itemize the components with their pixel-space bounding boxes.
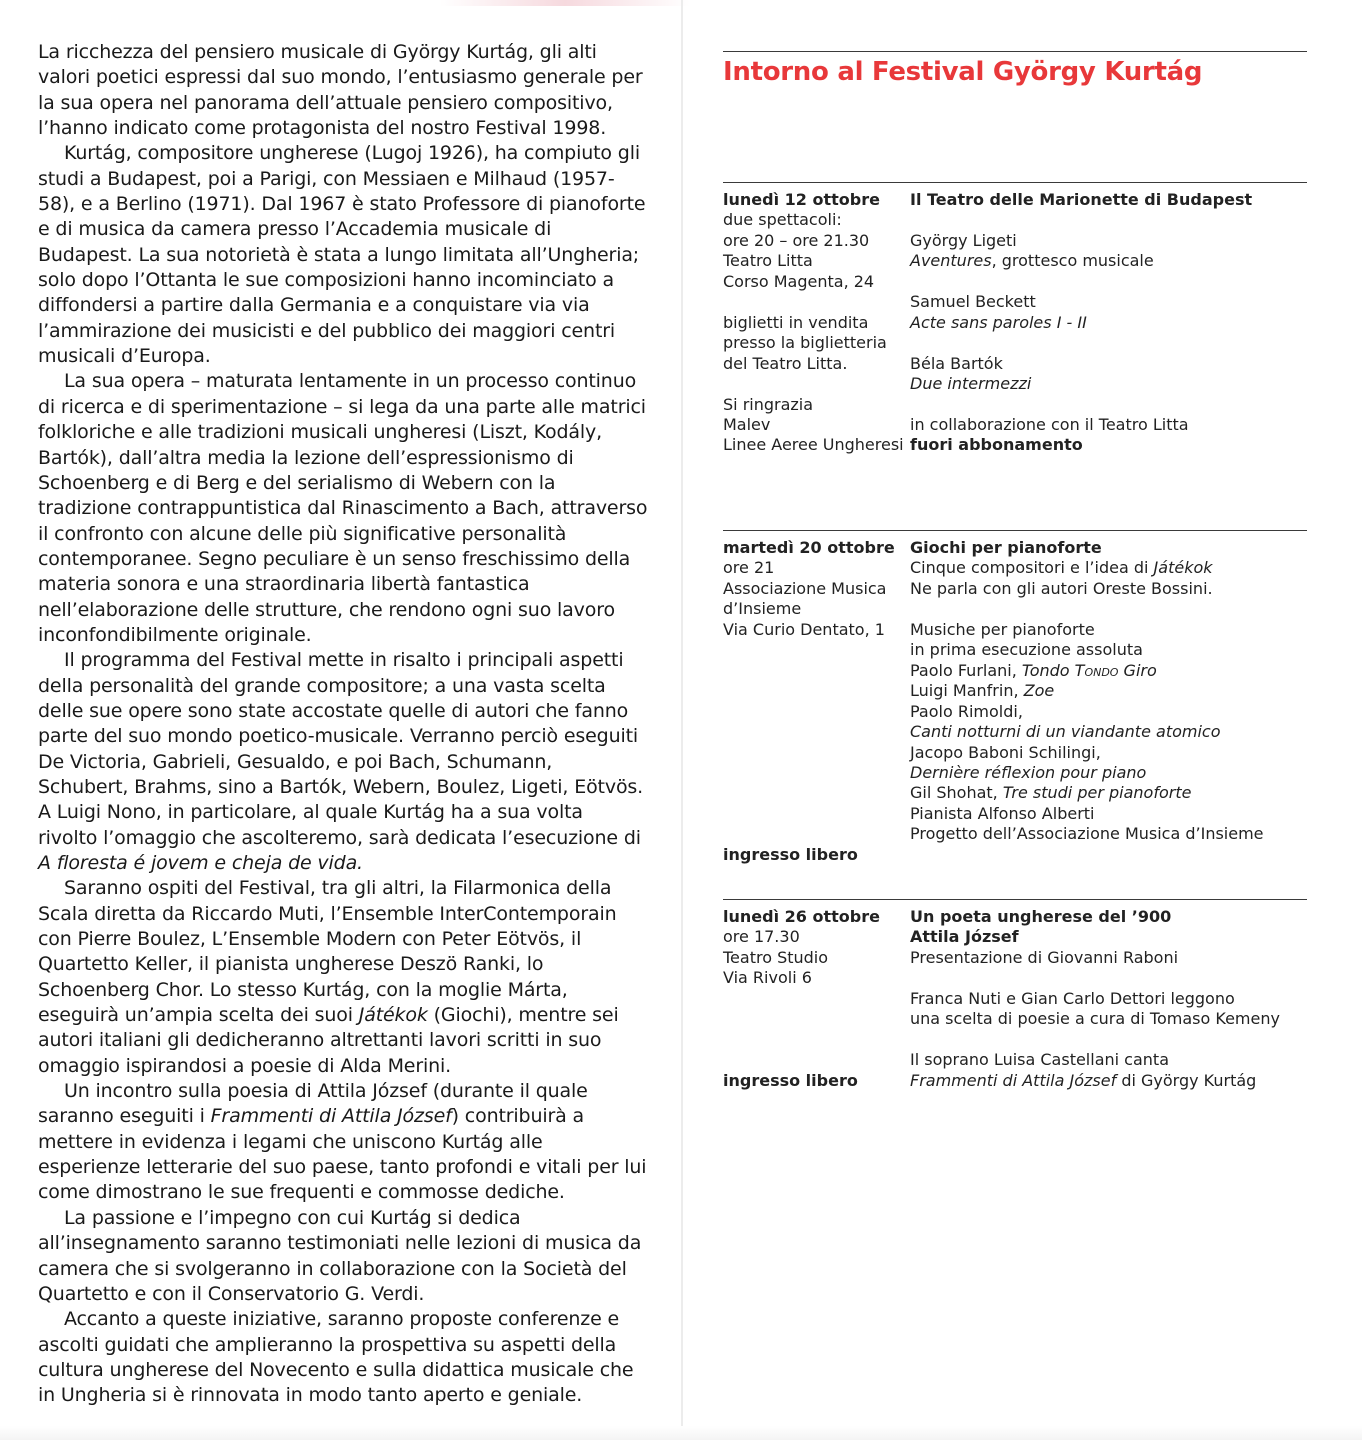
piece-title: Tondo — [1021, 660, 1075, 680]
event-date: lunedì 26 ottobre — [723, 907, 880, 926]
rule-event-1 — [723, 182, 1307, 183]
rule-top — [723, 51, 1307, 52]
rule-event-2 — [723, 530, 1307, 531]
event-2-program — [910, 538, 1320, 845]
work-title: Due intermezzi — [910, 374, 1032, 394]
event-2-details — [723, 538, 908, 865]
event-intro: Ne parla con gli autori Oreste Bossini. — [910, 578, 1213, 598]
fold-line — [681, 0, 683, 1440]
piece-title: Dernière réflexion pour piano — [910, 762, 1147, 782]
essay-paragraph — [38, 1079, 648, 1206]
collaboration-note: in collaborazione con il Teatro Litta — [910, 414, 1189, 434]
piece-author: Jacopo Baboni Schilingi, — [910, 742, 1101, 762]
piece-author: Paolo Rimoldi, — [910, 701, 1023, 721]
piece-line — [910, 783, 1320, 803]
music-line: in prima esecuzione assoluta — [910, 640, 1143, 660]
presentation: Presentazione di Giovanni Raboni — [910, 947, 1179, 967]
thanks-line: Malev — [723, 414, 771, 434]
essay-paragraph: Accanto a queste iniziative, saranno proposte conferenze e ascolti guidati che amplieranno la prospettiva su aspetti della cultura ungherese del Novecento e sulla didattica musicale che in Ungheria si è rinnovata in modo tanto aperto e geniale. — [38, 1308, 634, 1407]
music-line: Musiche per pianoforte — [910, 619, 1095, 639]
essay-text: Un incontro sulla poesia di Attila József (durante il quale saranno eseguiti i — [38, 1080, 588, 1128]
event-address: Via Rivoli 6 — [723, 968, 812, 988]
work-line — [910, 1071, 1320, 1091]
essay-text: Saranno ospiti del Festival, tra gli altri, la Filarmonica della Scala diretta da Riccardo Muti, l’Ensemble InterContemporain con Pierre Boulez, L’Ensemble Modern con Peter Eötvös, il Quartetto Keller, il pianista ungherese Deszö Ranki, lo Schoenberg Chor. Lo stesso Kurtág, con la moglie Márta, eseguirà un’ampia scelta dei suoi — [38, 877, 617, 1027]
entry-info: ingresso libero — [723, 844, 858, 864]
event-info-line: ore 20 – ore 21.30 — [723, 230, 870, 250]
project-credit: Progetto dell’Associazione Musica d’Insieme — [910, 824, 1264, 844]
event-venue: Associazione Musica — [723, 578, 887, 598]
event-intro — [910, 558, 1320, 578]
essay-text: (Giochi), mentre sei autori italiani gli dedicheranno altrettanti lavori scritti in suo omaggio ispirandosi a poesie di Alda Merini. — [38, 1004, 619, 1077]
composer: Samuel Beckett — [910, 292, 1036, 312]
event-venue: Teatro Litta — [723, 251, 813, 271]
event-info-line: ore 17.30 — [723, 927, 800, 947]
event-heading: Attila József — [910, 927, 1019, 947]
event-venue: Teatro Studio — [723, 947, 829, 967]
bottom-edge — [0, 1426, 1362, 1440]
event-info-line: ore 21 — [723, 558, 775, 578]
essay-paragraph: La passione e l’impegno con cui Kurtág si dedica all’insegnamento saranno testimoniati nelle lezioni di musica da camera che si svolgeranno in collaborazione con la Società del Quartetto e con il Conservatorio G. Verdi. — [38, 1206, 642, 1305]
event-heading: Un poeta ungherese del ’900 — [910, 907, 1172, 926]
top-tint — [440, 0, 690, 6]
thanks-line: Linee Aeree Ungheresi — [723, 435, 904, 455]
work-title: Aventures — [910, 251, 992, 271]
essay-paragraph: Kurtág, compositore ungherese (Lugoj 1926), ha compiuto gli studi a Budapest, poi a Parigi, con Messiaen e Milhaud (1957-58), e a Berlino (1971). Dal 1967 è stato Professore di pianoforte e di musica da camera presso l’Accademia musicale di Budapest. La sua notorietà è stata a lungo limitata all’Ungheria; solo dopo l’Ottanta le sue composizioni hanno incominciato a diffondersi a partire dalla Germania e a conquistare via via l’ammirazione dei musicisti e del pubblico dei maggiori centri musicali d’Europa. — [38, 142, 646, 368]
piece-title: Giro — [1118, 660, 1157, 680]
event-1-program — [910, 190, 1320, 456]
soprano-line: Il soprano Luisa Castellani canta — [910, 1050, 1169, 1070]
piece-line — [910, 661, 1320, 681]
rule-event-3 — [723, 899, 1307, 900]
event-3-details — [723, 907, 908, 1091]
essay-paragraph: La ricchezza del pensiero musicale di György Kurtág, gli alti valori poetici espressi dal suo mondo, l’entusiasmo generale per la sua opera nel panorama dell’attuale pensiero compositivo, l’hanno indicato come protagonista del nostro Festival 1998. — [38, 41, 643, 140]
essay-text: ) contribuirà a mettere in evidenza i legami che uniscono Kurtág alle esperienze letterarie del suo paese, tanto profondi e vitali per lui come dimostrano le sue frequenti e commosse dediche. — [38, 1105, 647, 1204]
piece-title: Zoe — [1023, 681, 1055, 701]
essay-work-title: A floresta é jovem e cheja de vida. — [38, 852, 363, 874]
ticket-info-line: presso la biglietteria — [723, 333, 887, 353]
essay-work-title: Játékok — [358, 1004, 428, 1027]
composer: Béla Bartók — [910, 353, 1003, 373]
event-date: lunedì 12 ottobre — [723, 190, 880, 209]
work-title: Játékok — [1153, 558, 1213, 578]
work-title: Frammenti di Attila József — [910, 1070, 1117, 1090]
thanks-line: Si ringrazia — [723, 394, 814, 414]
essay-paragraph: La sua opera – maturata lentamente in un processo continuo di ricerca e di sperimentazione – si lega da una parte alle matrici folkloriche e alle tradizioni musicali ungheresi (Liszt, Kodály, Bartók), dall’altra media la lezione dell’espressionismo di Schoenberg e di Berg e del serialismo di Webern con la tradizione contrappuntistica dal Rinascimento a Bach, attraverso il confronto con alcune delle più significative personalità contemporanee. Segno peculiare è un senso freschissimo della materia sonora e una straordinaria libertà fantastica nell’elaborazione delle strutture, che rendono ogni suo lavoro inconfondibilmente originale. — [38, 370, 648, 646]
event-info-line: due spettacoli: — [723, 210, 842, 230]
essay-work-title: Frammenti di Attila József — [210, 1105, 452, 1128]
readers-line: una scelta di poesie a cura di Tomaso Kemeny — [910, 1009, 1280, 1029]
essay-text: Il programma del Festival mette in risalto i principali aspetti della personalità del grande compositore; a una vasta scelta delle sue opere sono state accostate quelle di autori che fanno parte del suo mondo poetico-musicale. Verranno perciò eseguiti De Victoria, Gabrieli, Gesualdo, e poi Bach, Schumann, Schubert, Brahms, sino a Bartók, Webern, Boulez, Ligeti, Eötvös. A Luigi Nono, in particolare, al quale Kurtág ha a sua volta rivolto l’omaggio che ascolteremo, sarà dedicata l’esecuzione di — [38, 649, 644, 849]
event-1-details — [723, 190, 908, 456]
event-address: Corso Magenta, 24 — [723, 271, 875, 291]
piece-title: Canti notturni di un viandante atomico — [910, 722, 1221, 742]
work-line — [910, 251, 1320, 271]
entry-info: ingresso libero — [723, 1070, 858, 1090]
event-heading: Il Teatro delle Marionette di Budapest — [910, 190, 1253, 209]
readers-line: Franca Nuti e Gian Carlo Dettori leggono — [910, 988, 1235, 1008]
event-3-program — [910, 907, 1320, 1091]
program-title: Intorno al Festival György Kurtág — [723, 57, 1203, 87]
piece-author: Paolo Furlani, — [910, 660, 1022, 680]
subscription-badge: fuori abbonamento — [910, 435, 1083, 455]
composer: György Ligeti — [910, 230, 1017, 250]
event-intro-text: Cinque compositori e l’idea di — [910, 558, 1154, 578]
essay-paragraph — [38, 648, 648, 876]
ticket-info-line: del Teatro Litta. — [723, 353, 848, 373]
work-title: Acte sans paroles I - II — [910, 312, 1087, 332]
essay-paragraph — [38, 876, 648, 1079]
event-address: Via Curio Dentato, 1 — [723, 619, 885, 639]
piece-line — [910, 681, 1320, 701]
piece-author: Gil Shohat, — [910, 783, 1003, 803]
event-date: martedì 20 ottobre — [723, 538, 895, 557]
work-note: , grottesco musicale — [991, 251, 1154, 271]
piece-author: Luigi Manfrin, — [910, 681, 1024, 701]
event-heading: Giochi per pianoforte — [910, 538, 1102, 557]
work-suffix: di György Kurtág — [1116, 1070, 1257, 1090]
piece-title: Tondo — [1074, 660, 1119, 680]
ticket-info-line: biglietti in vendita — [723, 312, 869, 332]
event-venue: d’Insieme — [723, 599, 802, 619]
piece-title: Tre studi per pianoforte — [1002, 783, 1192, 803]
essay-column — [38, 40, 648, 1409]
pianist: Pianista Alfonso Alberti — [910, 803, 1095, 823]
